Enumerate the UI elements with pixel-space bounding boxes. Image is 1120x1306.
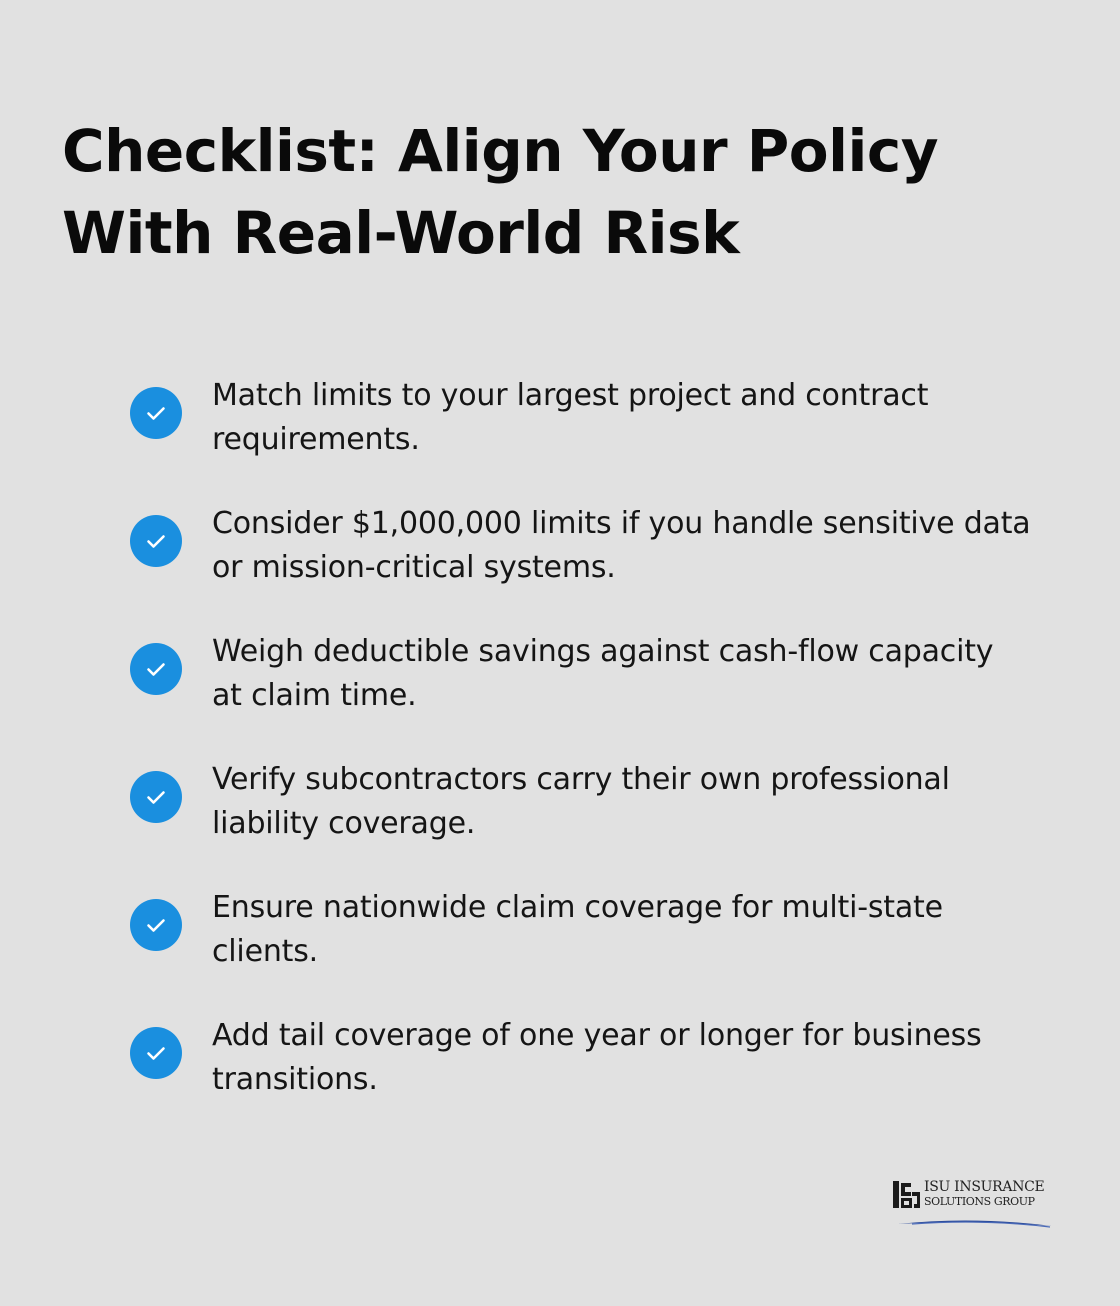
checklist-item: [130, 1014, 1030, 1114]
checklist-item: [130, 374, 1030, 474]
checklist-item: [130, 886, 1030, 986]
checklist-item-text: Match limits to your largest project and contract requirements.: [212, 378, 929, 457]
check-icon: [130, 899, 182, 951]
checklist-item: [130, 502, 1030, 602]
checklist-item-text: Verify subcontractors carry their own professional liability coverage.: [212, 762, 950, 841]
logo-swoosh-icon: [892, 1210, 1062, 1232]
check-icon: [130, 643, 182, 695]
checklist-item-text: Add tail coverage of one year or longer for business transitions.: [212, 1018, 982, 1097]
checklist-item-text: Ensure nationwide claim coverage for multi-state clients.: [212, 890, 943, 969]
logo-line-1: ISU INSURANCE: [924, 1179, 1045, 1195]
checklist-item-text: Consider $1,000,000 limits if you handle sensitive data or mission-critical systems.: [212, 506, 1031, 585]
checklist-item: [130, 630, 1030, 730]
checklist-item-text: Weigh deductible savings against cash-flow capacity at claim time.: [212, 634, 994, 713]
logo-line-2: SOLUTIONS GROUP: [924, 1195, 1035, 1208]
title-line-2: With Real-World Risk: [62, 199, 740, 267]
isg-monogram-icon: [892, 1180, 922, 1210]
check-icon: [130, 771, 182, 823]
title-line-1: Checklist: Align Your Policy: [62, 117, 939, 185]
checklist-item: [130, 758, 1030, 858]
check-icon: [130, 515, 182, 567]
check-icon: [130, 1027, 182, 1079]
company-logo: [892, 1180, 1062, 1232]
check-icon: [130, 387, 182, 439]
